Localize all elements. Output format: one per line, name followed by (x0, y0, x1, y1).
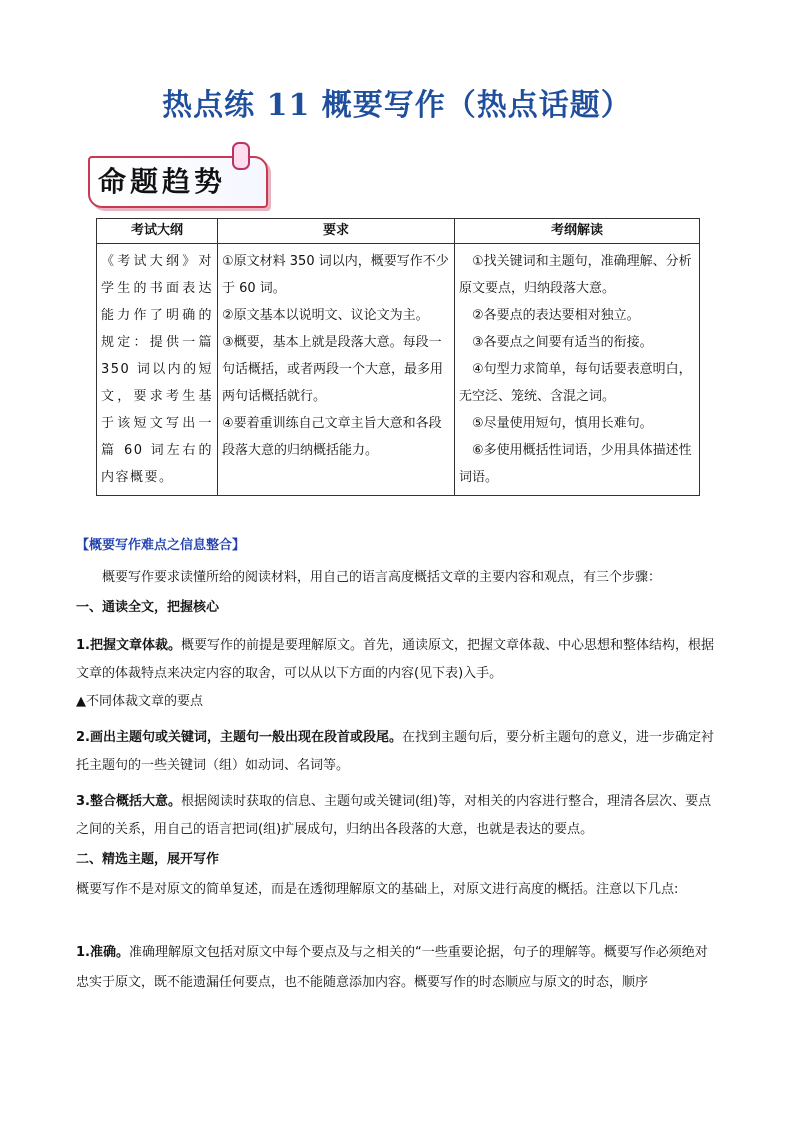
requirements-cell (218, 244, 455, 496)
requirement-item: ①原文材料 350 词以内，概要写作不少于 60 词。 (222, 254, 449, 296)
paragraph-2 (76, 724, 716, 780)
paragraph-4: 概要写作不是对原文的简单复述，而是在透彻理解原文的基础上，对原文进行高度的概括。注意以下几点: (76, 882, 679, 897)
intro-paragraph: 概要写作要求读懂所给的阅读材料，用自己的语言高度概括文章的主要内容和观点，有三个步骤： (102, 570, 662, 585)
header-cell: 考纲解读 (455, 219, 700, 244)
section-label: 【概要写作难点之信息整合】 (76, 538, 246, 553)
requirement-item: ③概要，基本上就是段落大意。每段一句话概括，或者两段一个大意，最多用两句话概括就行。 (222, 335, 444, 404)
badge-label: 命题趋势 (98, 165, 227, 198)
paragraph-3-text: 根据阅读时获取的信息、主题句或关键词(组)等，对相关的内容进行整合，理清各层次、要点之间的关系，用自己的语言把词(组)扩展成句，归纳出各段落的大意，也就是表达的要点。 (76, 794, 712, 837)
header-cell: 要求 (218, 219, 455, 244)
paragraph-5-lead: 1.准确。 (76, 945, 129, 960)
interpretation-item: ⑤尽量使用短句，慎用长难句。 (472, 416, 653, 431)
note-line: ▲不同体裁文章的要点 (76, 694, 203, 709)
syllabus-cell: 《考试大纲》对学生的书面表达能力作了明确的规定：提供一篇 350 词以内的短文，要求考生基于该短文写出一篇 60 词左右的内容概要。 (97, 244, 218, 496)
paragraph-1-text: 概要写作的前提是要理解原文。首先，通读原文，把握文章体裁、中心思想和整体结构，根据文章的体裁特点来决定内容的取舍，可以从以下方面的内容(见下表)入手。 (76, 638, 714, 681)
paragraph-3 (76, 788, 716, 844)
paragraph-1-lead: 1.把握文章体裁。 (76, 638, 181, 653)
paragraph-5 (76, 938, 716, 998)
interpretation-item: ①找关键词和主题句，准确理解、分析原文要点，归纳段落大意。 (459, 254, 692, 296)
heading-2: 二、精选主题，展开写作 (76, 852, 220, 867)
interpretation-item: ④句型力求简单，每句话要表意明白，无空泛、笼统、含混之词。 (459, 362, 692, 404)
interpretation-item: ③各要点之间要有适当的衔接。 (472, 335, 653, 350)
paragraph-2-text: 在找到主题句后，要分析主题句的意义，进一步确定衬托主题句的一些关键词（组）如动词、名词等。 (76, 730, 714, 773)
interpretation-item: ⑥多使用概括性词语，少用具体描述性词语。 (459, 443, 692, 485)
section-badge (82, 146, 272, 210)
table-header-row (97, 219, 700, 244)
interpretation-item: ②各要点的表达要相对独立。 (472, 308, 640, 323)
syllabus-table (96, 218, 700, 496)
paragraph-5-text: 准确理解原文包括对原文中每个要点及与之相关的“一些重要论据，句子的理解等。概要写作必须绝对忠实于原文，既不能遗漏任何要点，也不能随意添加内容。概要写作的时态顺应与原文的时态，顺序 (76, 945, 708, 990)
header-cell: 考试大纲 (97, 219, 218, 244)
interpretation-cell (455, 244, 700, 496)
requirement-item: ②原文基本以说明文、议论文为主。 (222, 308, 429, 323)
heading-1: 一、通读全文，把握核心 (76, 600, 220, 615)
paragraph-3-lead: 3.整合概括大意。 (76, 794, 181, 809)
paragraph-2-lead: 2.画出主题句或关键词，主题句一般出现在段首或段尾。 (76, 730, 402, 745)
paragraph-1 (76, 632, 716, 688)
requirement-item: ④要着重训练自己文章主旨大意和各段段落大意的归纳概括能力。 (222, 416, 442, 458)
page-title: 热点练 11 概要写作（热点话题） (162, 88, 632, 123)
paperclip-icon (232, 142, 250, 170)
table-row (97, 244, 700, 496)
